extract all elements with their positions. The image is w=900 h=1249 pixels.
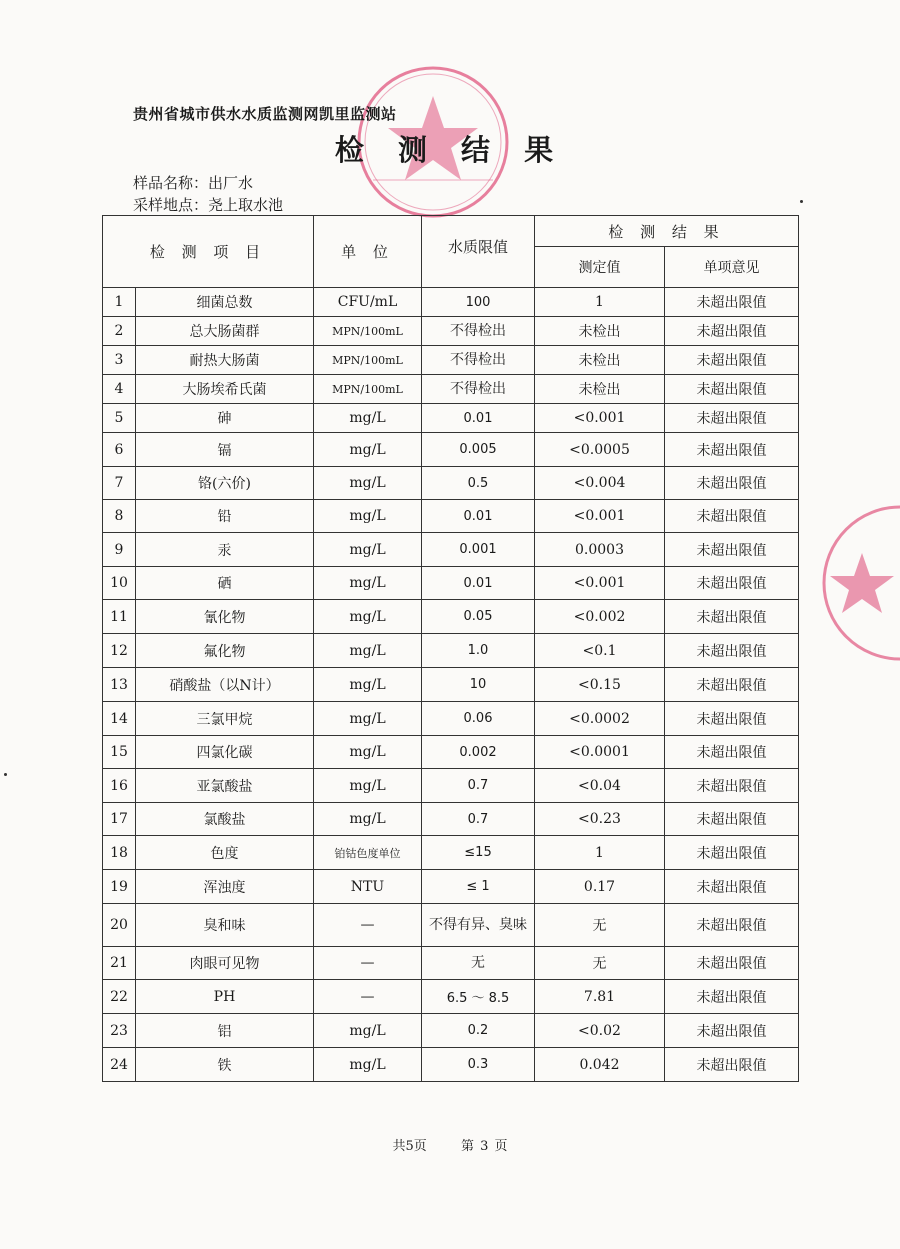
row-number: 5 (103, 404, 136, 433)
row-number: 6 (103, 433, 136, 467)
unit: MPN/100mL (314, 346, 422, 375)
measured-value: <0.0005 (535, 433, 665, 467)
opinion: 未超出限值 (665, 634, 799, 668)
row-number: 13 (103, 668, 136, 702)
test-item: 亚氯酸盐 (136, 769, 314, 803)
table-row (103, 769, 799, 803)
location-label: 采样地点： (133, 196, 209, 214)
measured-value: <0.002 (535, 600, 665, 634)
opinion: 未超出限值 (665, 600, 799, 634)
unit: MPN/100mL (314, 317, 422, 346)
unit: mg/L (314, 702, 422, 736)
sample-value: 出厂水 (208, 174, 254, 192)
limit-value: ≤ 1 (422, 870, 535, 904)
measured-value: 7.81 (535, 980, 665, 1014)
limit-value: 0.7 (422, 803, 535, 836)
measured-value: 无 (535, 904, 665, 947)
table-row (103, 634, 799, 668)
header-unit: 单 位 (314, 216, 422, 288)
limit-value: 无 (422, 947, 535, 980)
limit-value: 不得检出 (422, 317, 535, 346)
unit: mg/L (314, 736, 422, 769)
unit: mg/L (314, 634, 422, 668)
unit: — (314, 980, 422, 1014)
limit-value: 不得检出 (422, 346, 535, 375)
test-item: 三氯甲烷 (136, 702, 314, 736)
test-item: 色度 (136, 836, 314, 870)
limit-value: 0.06 (422, 702, 535, 736)
header-measured: 测定值 (535, 247, 665, 288)
test-item: PH (136, 980, 314, 1014)
test-item: 砷 (136, 404, 314, 433)
row-number: 16 (103, 769, 136, 803)
test-item: 铝 (136, 1014, 314, 1048)
measured-value: <0.0001 (535, 736, 665, 769)
row-number: 7 (103, 467, 136, 500)
measured-value: <0.02 (535, 1014, 665, 1048)
test-item: 铁 (136, 1048, 314, 1082)
table-row (103, 1014, 799, 1048)
row-number: 18 (103, 836, 136, 870)
table-row (103, 668, 799, 702)
row-number: 19 (103, 870, 136, 904)
opinion: 未超出限值 (665, 769, 799, 803)
opinion: 未超出限值 (665, 904, 799, 947)
unit: mg/L (314, 803, 422, 836)
sampling-location (133, 194, 283, 215)
limit-value: 0.005 (422, 433, 535, 467)
table-row (103, 500, 799, 533)
table-row (103, 317, 799, 346)
test-item: 氯酸盐 (136, 803, 314, 836)
page-title: 检 测 结 果 (334, 133, 566, 167)
opinion: 未超出限值 (665, 467, 799, 500)
opinion: 未超出限值 (665, 668, 799, 702)
table-row (103, 702, 799, 736)
limit-value: 0.002 (422, 736, 535, 769)
measured-value: 1 (535, 288, 665, 317)
opinion: 未超出限值 (665, 980, 799, 1014)
measured-value: 1 (535, 836, 665, 870)
measured-value: <0.001 (535, 404, 665, 433)
side-seal-star-icon (830, 553, 894, 613)
test-item: 细菌总数 (136, 288, 314, 317)
row-number: 17 (103, 803, 136, 836)
location-value: 尧上取水池 (208, 196, 284, 214)
measured-value: <0.001 (535, 567, 665, 600)
test-item: 氰化物 (136, 600, 314, 634)
organization-name: 贵州省城市供水水质监测网凯里监测站 (133, 105, 397, 123)
opinion: 未超出限值 (665, 346, 799, 375)
row-number: 1 (103, 288, 136, 317)
unit: MPN/100mL (314, 375, 422, 404)
results-body (103, 288, 799, 1082)
header-item: 检 测 项 目 (103, 216, 314, 288)
limit-value: 不得有异、臭味 (422, 904, 535, 947)
unit: mg/L (314, 600, 422, 634)
table-row (103, 433, 799, 467)
measured-value: <0.15 (535, 668, 665, 702)
unit: CFU/mL (314, 288, 422, 317)
limit-value: 0.05 (422, 600, 535, 634)
opinion: 未超出限值 (665, 836, 799, 870)
measured-value: 0.0003 (535, 533, 665, 567)
row-number: 9 (103, 533, 136, 567)
limit-value: 100 (422, 288, 535, 317)
row-number: 22 (103, 980, 136, 1014)
test-item: 氟化物 (136, 634, 314, 668)
measured-value: 无 (535, 947, 665, 980)
unit: mg/L (314, 467, 422, 500)
unit: 铂钴色度单位 (314, 836, 422, 870)
table-row (103, 404, 799, 433)
row-number: 14 (103, 702, 136, 736)
measured-value: <0.004 (535, 467, 665, 500)
table-row (103, 346, 799, 375)
test-item: 总大肠菌群 (136, 317, 314, 346)
opinion: 未超出限值 (665, 288, 799, 317)
table-row (103, 533, 799, 567)
measured-value: <0.1 (535, 634, 665, 668)
limit-value: 不得检出 (422, 375, 535, 404)
opinion: 未超出限值 (665, 803, 799, 836)
unit: mg/L (314, 1048, 422, 1082)
row-number: 11 (103, 600, 136, 634)
unit: mg/L (314, 533, 422, 567)
row-number: 24 (103, 1048, 136, 1082)
unit: NTU (314, 870, 422, 904)
test-item: 耐热大肠菌 (136, 346, 314, 375)
scan-speck (4, 773, 7, 776)
row-number: 10 (103, 567, 136, 600)
measured-value: 0.17 (535, 870, 665, 904)
opinion: 未超出限值 (665, 533, 799, 567)
opinion: 未超出限值 (665, 317, 799, 346)
table-row (103, 803, 799, 836)
unit: — (314, 947, 422, 980)
measured-value: <0.04 (535, 769, 665, 803)
measured-value: 未检出 (535, 375, 665, 404)
opinion: 未超出限值 (665, 870, 799, 904)
row-number: 21 (103, 947, 136, 980)
sample-name (133, 172, 253, 193)
opinion: 未超出限值 (665, 375, 799, 404)
header-opinion: 单项意见 (665, 247, 799, 288)
opinion: 未超出限值 (665, 500, 799, 533)
unit: mg/L (314, 500, 422, 533)
unit: mg/L (314, 769, 422, 803)
measured-value: 未检出 (535, 317, 665, 346)
results-table (102, 215, 799, 1082)
test-item: 肉眼可见物 (136, 947, 314, 980)
table-row (103, 567, 799, 600)
row-number: 20 (103, 904, 136, 947)
test-item: 铅 (136, 500, 314, 533)
unit: mg/L (314, 433, 422, 467)
opinion: 未超出限值 (665, 736, 799, 769)
row-number: 23 (103, 1014, 136, 1048)
unit: mg/L (314, 404, 422, 433)
unit: mg/L (314, 567, 422, 600)
opinion: 未超出限值 (665, 567, 799, 600)
limit-value: 0.01 (422, 500, 535, 533)
limit-value: 6.5 ～ 8.5 (422, 980, 535, 1014)
test-item: 臭和味 (136, 904, 314, 947)
header-results: 检 测 结 果 (535, 216, 799, 247)
table-row (103, 836, 799, 870)
opinion: 未超出限值 (665, 702, 799, 736)
limit-value: 0.7 (422, 769, 535, 803)
side-seal (822, 498, 900, 668)
row-number: 12 (103, 634, 136, 668)
limit-value: 0.5 (422, 467, 535, 500)
row-number: 2 (103, 317, 136, 346)
table-row (103, 600, 799, 634)
header-standard: 水质限值 (422, 216, 535, 288)
table-row (103, 467, 799, 500)
row-number: 15 (103, 736, 136, 769)
opinion: 未超出限值 (665, 404, 799, 433)
table-row (103, 375, 799, 404)
unit: — (314, 904, 422, 947)
sample-label: 样品名称： (133, 174, 209, 192)
table-row (103, 736, 799, 769)
opinion: 未超出限值 (665, 433, 799, 467)
test-item: 镉 (136, 433, 314, 467)
table-row (103, 1048, 799, 1082)
test-item: 铬(六价) (136, 467, 314, 500)
opinion: 未超出限值 (665, 1014, 799, 1048)
measured-value: <0.23 (535, 803, 665, 836)
test-item: 大肠埃希氏菌 (136, 375, 314, 404)
limit-value: 0.001 (422, 533, 535, 567)
unit: mg/L (314, 668, 422, 702)
test-item: 四氯化碳 (136, 736, 314, 769)
measured-value: 0.042 (535, 1048, 665, 1082)
table-row (103, 870, 799, 904)
measured-value: <0.001 (535, 500, 665, 533)
limit-value: 10 (422, 668, 535, 702)
opinion: 未超出限值 (665, 1048, 799, 1082)
limit-value: 0.01 (422, 404, 535, 433)
measured-value: <0.0002 (535, 702, 665, 736)
page-footer (0, 1135, 900, 1154)
row-number: 8 (103, 500, 136, 533)
limit-value: 1.0 (422, 634, 535, 668)
test-item: 硝酸盐（以N计） (136, 668, 314, 702)
unit: mg/L (314, 1014, 422, 1048)
limit-value: ≤15 (422, 836, 535, 870)
table-row (103, 904, 799, 947)
test-item: 汞 (136, 533, 314, 567)
table-row (103, 980, 799, 1014)
limit-value: 0.01 (422, 567, 535, 600)
limit-value: 0.3 (422, 1048, 535, 1082)
limit-value: 0.2 (422, 1014, 535, 1048)
page-number: 第 3 页 (460, 1139, 508, 1154)
table-row (103, 947, 799, 980)
scan-speck (800, 200, 803, 203)
test-item: 浑浊度 (136, 870, 314, 904)
test-item: 硒 (136, 567, 314, 600)
row-number: 3 (103, 346, 136, 375)
total-pages: 共5页 (392, 1139, 427, 1154)
table-row (103, 288, 799, 317)
opinion: 未超出限值 (665, 947, 799, 980)
measured-value: 未检出 (535, 346, 665, 375)
row-number: 4 (103, 375, 136, 404)
